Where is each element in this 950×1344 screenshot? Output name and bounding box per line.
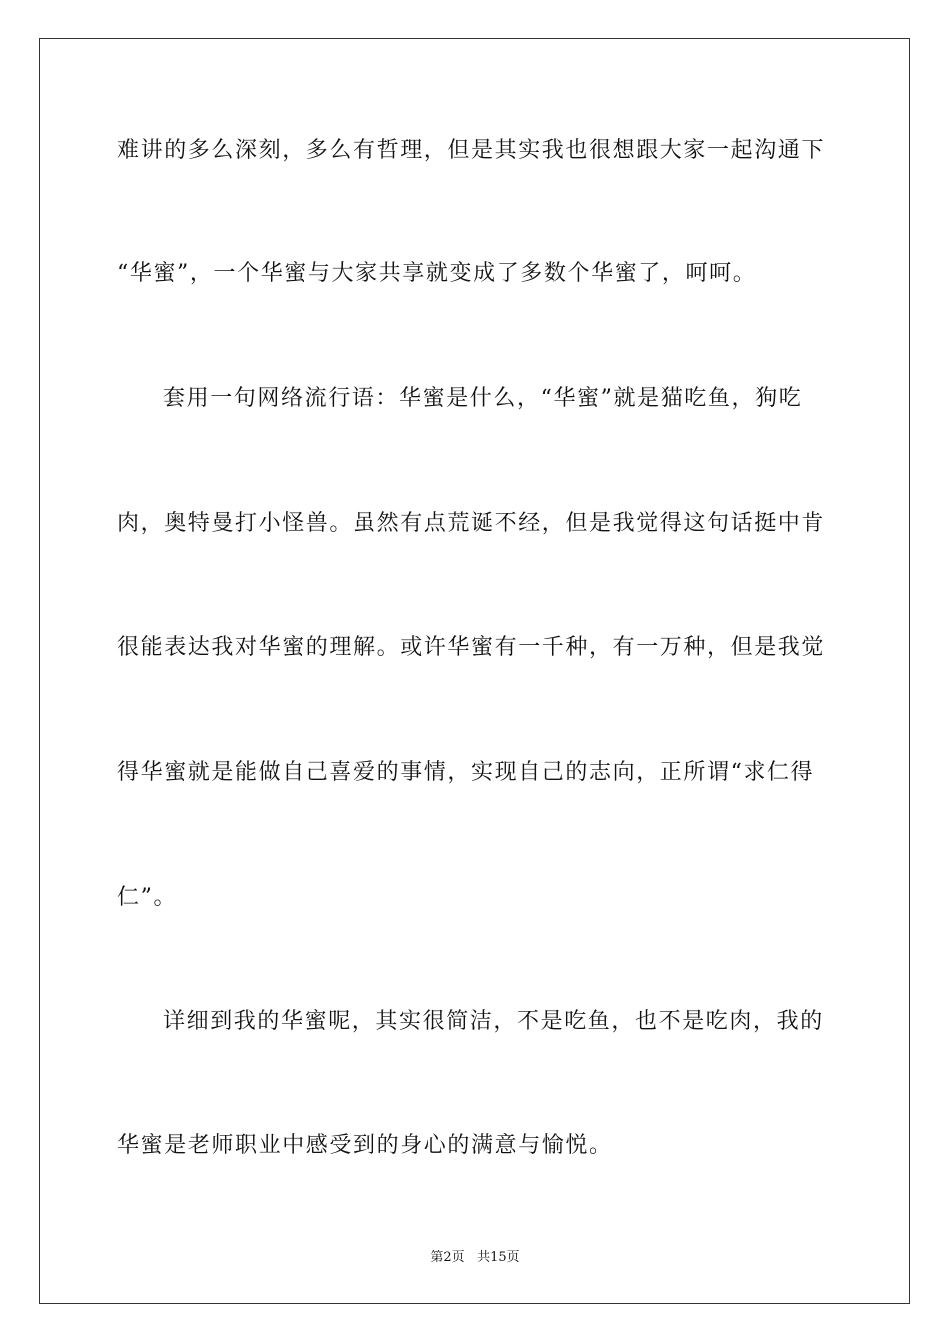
body-text-line: 得华蜜就是能做自己喜爱的事情，实现自己的志向，正所谓“求仁得 (117, 760, 815, 785)
page-footer (0, 1250, 950, 1266)
body-text-line: 难讲的多么深刻，多么有哲理，但是其实我也很想跟大家一起沟通下 (117, 138, 826, 163)
total-pages: 共15页 (477, 1250, 520, 1265)
page-border (39, 38, 910, 1304)
paragraph-start-line: 详细到我的华蜜呢，其实很简洁，不是吃鱼，也不是吃肉，我的 (163, 1009, 824, 1034)
paragraph-start-line: 套用一句网络流行语：华蜜是什么，“华蜜”就是猫吃鱼，狗吃 (163, 386, 803, 411)
body-text-line: 华蜜是老师职业中感受到的身心的满意与愉悦。 (117, 1133, 613, 1158)
body-text-line: 仁”。 (117, 885, 178, 910)
body-text-line: “华蜜”，一个华蜜与大家共享就变成了多数个华蜜了，呵呵。 (117, 261, 757, 286)
body-text-line: 肉，奥特曼打小怪兽。虽然有点荒诞不经，但是我觉得这句话挺中肯 (117, 511, 826, 536)
body-text-line: 很能表达我对华蜜的理解。或许华蜜有一千种，有一万种，但是我觉 (117, 635, 826, 660)
page-number: 第2页 (430, 1250, 465, 1265)
